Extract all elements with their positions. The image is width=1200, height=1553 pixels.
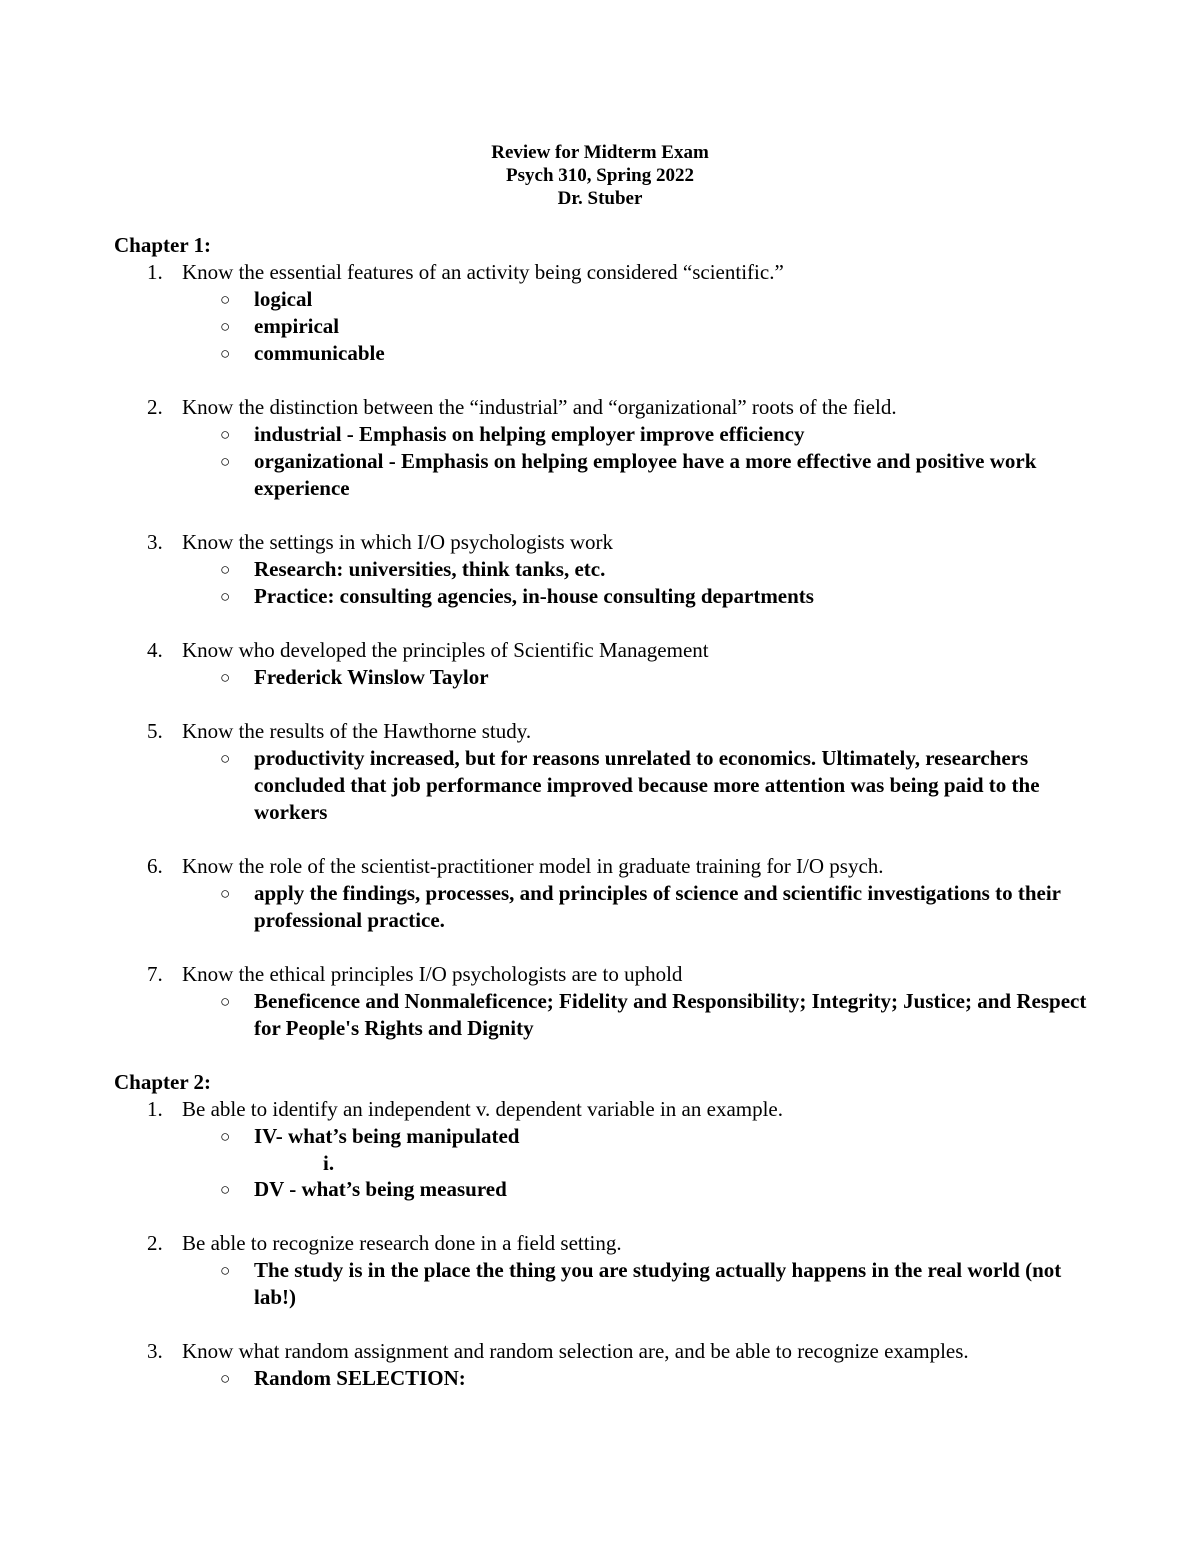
answer-text: IV- what’s being manipulated [254, 1124, 520, 1148]
answer-text: Random SELECTION: [254, 1366, 466, 1390]
question-text: Be able to recognize research done in a field setting. [182, 1231, 622, 1255]
circle-bullet-icon: ○ [220, 344, 231, 363]
question-text: Know the role of the scientist-practitioner model in graduate training for I/O psych. [182, 854, 884, 878]
circle-bullet-icon: ○ [220, 1369, 231, 1388]
question-number: 2. [147, 395, 163, 419]
circle-bullet-icon: ○ [220, 668, 231, 687]
answer-text: empirical [254, 314, 340, 338]
question-text: Know the distinction between the “industrial” and “organizational” roots of the field. [182, 395, 897, 419]
chapter-2-question-2 [114, 1230, 1104, 1311]
answer-item [114, 286, 1104, 313]
chapter-1-question-4 [114, 637, 1104, 691]
answer-list [114, 1365, 1104, 1392]
circle-bullet-icon: ○ [220, 425, 231, 444]
circle-bullet-icon: ○ [220, 1180, 231, 1199]
question-number: 7. [147, 962, 163, 986]
question-text: Know the results of the Hawthorne study. [182, 719, 532, 743]
answer-list [114, 556, 1104, 610]
question-text: Know the settings in which I/O psychologists work [182, 530, 614, 554]
circle-bullet-icon: ○ [220, 1261, 231, 1280]
question-number: 2. [147, 1231, 163, 1255]
circle-bullet-icon: ○ [220, 992, 231, 1011]
question-number: 1. [147, 1097, 163, 1121]
sub-item-marker: i. [323, 1151, 335, 1175]
header-title: Review for Midterm Exam [491, 142, 709, 163]
answer-item [114, 745, 1104, 826]
question-number: 1. [147, 260, 163, 284]
circle-bullet-icon: ○ [220, 884, 231, 903]
circle-bullet-icon: ○ [220, 560, 231, 579]
answer-item [114, 313, 1104, 340]
answer-text: apply the findings, processes, and principles of science and scientific investigations to their professional practice. [254, 881, 1061, 932]
document-header [0, 141, 1200, 210]
answer-list [114, 988, 1104, 1042]
chapter-1-question-6 [114, 853, 1104, 934]
answer-list [114, 421, 1104, 502]
answer-item [114, 1176, 1104, 1203]
chapter-1-question-5 [114, 718, 1104, 826]
answer-item [114, 988, 1104, 1042]
answer-text: organizational - Emphasis on helping employee have a more effective and positive work experience [254, 449, 1037, 500]
answer-item [114, 583, 1104, 610]
question-number: 5. [147, 719, 163, 743]
chapter-1-question-2 [114, 394, 1104, 502]
answer-item [114, 880, 1104, 934]
circle-bullet-icon: ○ [220, 452, 231, 471]
answer-text: Beneficence and Nonmaleficence; Fidelity and Responsibility; Integrity; Justice; and Respect for People's Rights and Dignity [254, 989, 1087, 1040]
header-course: Psych 310, Spring 2022 [506, 165, 694, 186]
answer-text: productivity increased, but for reasons unrelated to economics. Ultimately, researchers concluded that job performance improved because more attention was being paid to the workers [254, 746, 1040, 824]
chapter-2-question-3 [114, 1338, 1104, 1392]
answer-text: The study is in the place the thing you are studying actually happens in the real world (not lab!) [254, 1258, 1062, 1309]
answer-list [114, 664, 1104, 691]
question-text: Know the essential features of an activity being considered “scientific.” [182, 260, 784, 284]
question-text: Know who developed the principles of Scientific Management [182, 638, 709, 662]
answer-item [114, 1123, 1104, 1150]
chapter-2-title: Chapter 2: [114, 1070, 212, 1094]
document-body [114, 232, 1104, 1392]
circle-bullet-icon: ○ [220, 749, 231, 768]
circle-bullet-icon: ○ [220, 290, 231, 309]
answer-list [114, 880, 1104, 934]
answer-item [114, 556, 1104, 583]
chapter-1-question-1 [114, 259, 1104, 367]
chapter-2-question-1 [114, 1096, 1104, 1203]
answer-item [114, 421, 1104, 448]
answer-list [114, 1257, 1104, 1311]
answer-list [114, 1123, 1104, 1203]
chapter-1-title: Chapter 1: [114, 233, 212, 257]
answer-item [114, 340, 1104, 367]
answer-item [114, 448, 1104, 502]
answer-text: communicable [254, 341, 385, 365]
chapter-1-question-7 [114, 961, 1104, 1042]
question-number: 3. [147, 1339, 163, 1363]
answer-item [114, 664, 1104, 691]
question-text: Be able to identify an independent v. dependent variable in an example. [182, 1097, 784, 1121]
answer-item [114, 1257, 1104, 1311]
circle-bullet-icon: ○ [220, 317, 231, 336]
chapter-1-question-3 [114, 529, 1104, 610]
circle-bullet-icon: ○ [220, 1127, 231, 1146]
circle-bullet-icon: ○ [220, 587, 231, 606]
answer-list [114, 745, 1104, 826]
question-number: 3. [147, 530, 163, 554]
answer-text: industrial - Emphasis on helping employer improve efficiency [254, 422, 805, 446]
question-text: Know what random assignment and random selection are, and be able to recognize examples. [182, 1339, 969, 1363]
header-instructor: Dr. Stuber [557, 188, 643, 209]
answer-text: DV - what’s being measured [254, 1177, 507, 1201]
answer-list [114, 286, 1104, 367]
question-number: 4. [147, 638, 163, 662]
answer-text: logical [254, 287, 313, 311]
question-number: 6. [147, 854, 163, 878]
answer-text: Research: universities, think tanks, etc. [254, 557, 606, 581]
question-text: Know the ethical principles I/O psychologists are to uphold [182, 962, 683, 986]
answer-item [114, 1365, 1104, 1392]
answer-text: Frederick Winslow Taylor [254, 665, 489, 689]
answer-text: Practice: consulting agencies, in-house consulting departments [254, 584, 814, 608]
